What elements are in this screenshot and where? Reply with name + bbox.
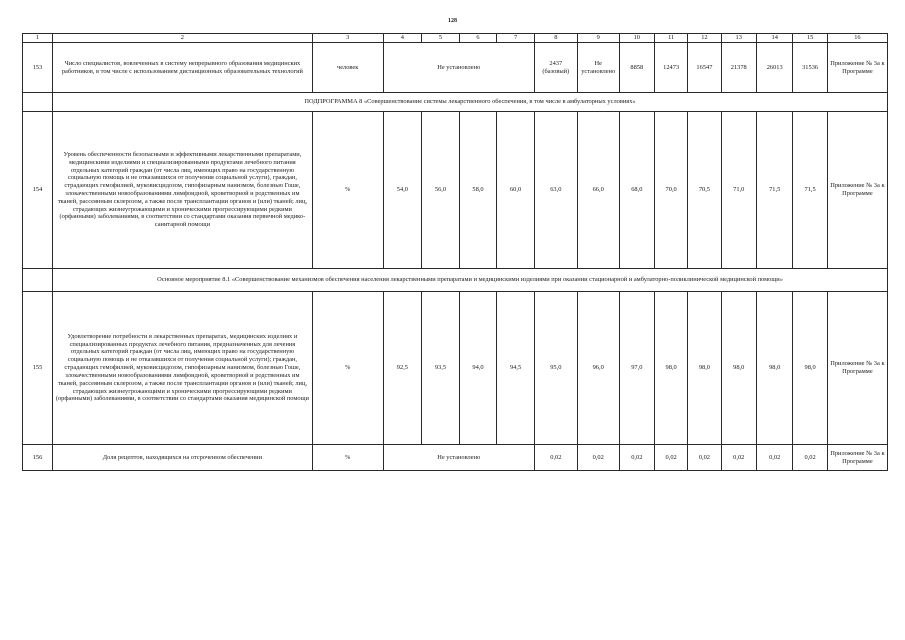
main-event-title: Основное мероприятие 8.1 «Совершенствование механизмов обеспечения населения лекарственными препаратами и медицинскими изделиями при оказании стационарной и амбулаторно-поликлинической медицинской помощи»	[53, 269, 888, 292]
value-cell: 21378	[721, 43, 756, 93]
value-cell: 66,0	[577, 112, 619, 269]
col-header: 3	[312, 34, 383, 43]
reference-cell: Приложение № 3а к Программе	[827, 43, 887, 93]
table-row	[23, 43, 888, 93]
value-cell: 71,0	[721, 112, 756, 269]
row-number: 154	[23, 112, 53, 269]
unit-cell: %	[312, 292, 383, 445]
value-cell: 98,0	[688, 292, 721, 445]
table-row	[23, 292, 888, 445]
value-cell: 31536	[793, 43, 827, 93]
value-cell: 0,02	[577, 445, 619, 471]
row-number: 153	[23, 43, 53, 93]
value-cell: 63,0	[534, 112, 577, 269]
value-cell: 68,0	[619, 112, 654, 269]
value-cell: 92,5	[383, 292, 422, 445]
value-cell: 70,0	[655, 112, 688, 269]
value-cell: 0,02	[756, 445, 792, 471]
reference-cell: Приложение № 3а к Программе	[827, 292, 887, 445]
col-header: 6	[459, 34, 497, 43]
value-cell: 93,5	[422, 292, 460, 445]
value-cell: 98,0	[793, 292, 827, 445]
value-cell: 0,02	[793, 445, 827, 471]
value-cell: 71,5	[793, 112, 827, 269]
value-cell: 94,0	[459, 292, 497, 445]
value-cell: 95,0	[534, 292, 577, 445]
merged-not-set-cell: Не установлено	[383, 43, 534, 93]
value-cell: 98,0	[721, 292, 756, 445]
col-header: 2	[53, 34, 313, 43]
main-event-row	[23, 269, 888, 292]
merged-not-set-cell: Не установлено	[383, 445, 534, 471]
empty-cell	[23, 93, 53, 112]
value-cell: 70,5	[688, 112, 721, 269]
indicator-name: Удовлетворение потребности в лекарственных препаратах, медицинских изделиях и специализированных продуктах лечебного питания, предназначенных для лечения отдельных категорий граждан (от числа лиц, имеющих право на государственную социальную помощь и не отказавшихся от получения социальной услуги); граждан, страдающих гемофилией, муковисцидозом, гипофизарным нанизмом, болезнью Гоше, злокачественными новообразованиями лимфоидной, кроветворной и родственных им тканей, рассеянным склерозом, а также после трансплантации органов и (или) тканей; лиц, страдающих жизнеугрожающими и хроническими прогрессирующими редкими (орфанными) заболеваниями, в соответствии со стандартами оказания медицинской помощи	[53, 292, 313, 445]
unit-cell: %	[312, 112, 383, 269]
col-header: 7	[497, 34, 535, 43]
indicators-table	[22, 33, 888, 471]
empty-cell	[23, 269, 53, 292]
col-header: 15	[793, 34, 827, 43]
col-header: 16	[827, 34, 887, 43]
value-cell: 56,0	[422, 112, 460, 269]
value-cell: 54,0	[383, 112, 422, 269]
col-header: 4	[383, 34, 422, 43]
table-row	[23, 445, 888, 471]
value-cell: 0,02	[688, 445, 721, 471]
value-cell: 98,0	[655, 292, 688, 445]
row-number: 156	[23, 445, 53, 471]
value-cell: 94,5	[497, 292, 535, 445]
col-header: 10	[619, 34, 654, 43]
column-numbers-row	[23, 34, 888, 43]
col-header: 14	[756, 34, 792, 43]
unit-cell: человек	[312, 43, 383, 93]
indicator-name: Число специалистов, вовлеченных в систему непрерывного образования медицинских работников, в том числе с использованием дистанционных образовательных технологий	[53, 43, 313, 93]
col-header: 12	[688, 34, 721, 43]
value-cell: 0,02	[534, 445, 577, 471]
value-cell: 96,0	[577, 292, 619, 445]
value-cell: 8858	[619, 43, 654, 93]
value-cell: 60,0	[497, 112, 535, 269]
value-cell: 26013	[756, 43, 792, 93]
col-header: 1	[23, 34, 53, 43]
value-cell: 0,02	[721, 445, 756, 471]
indicator-name: Уровень обеспеченности безопасными и эффективными лекарственными препаратами, медицинскими изделиями и специализированными продуктами лечебного питания отдельных категорий граждан (от числа лиц, имеющих право на государственную социальную помощь и не отказавшихся от получения социальной услуги), граждан, страдающих гемофилией, муковисцидозом, гипофизарным нанизмом, болезнью Гоше, злокачественными новообразованиями лимфоидной, кроветворной и родственных им тканей, рассеянным склерозом, а также после трансплантации органов и (или) тканей; лиц, страдающих жизнеугрожающими и хроническими прогрессирующими редкими (орфанными) заболеваниями, в соответствии со стандартами оказания первичной медико-санитарной помощи	[53, 112, 313, 269]
row-number: 155	[23, 292, 53, 445]
col-header: 13	[721, 34, 756, 43]
value-cell: 0,02	[655, 445, 688, 471]
value-cell: 12473	[655, 43, 688, 93]
subprogram-title: ПОДПРОГРАММА 8 «Совершенствование системы лекарственного обеспечения, в том числе в амбулаторных условиях»	[53, 93, 888, 112]
indicator-name: Доля рецептов, находящихся на отсроченном обеспечении	[53, 445, 313, 471]
col-header: 11	[655, 34, 688, 43]
reference-cell: Приложение № 3а к Программе	[827, 112, 887, 269]
unit-cell: %	[312, 445, 383, 471]
value-cell: 71,5	[756, 112, 792, 269]
subprogram-row	[23, 93, 888, 112]
page-number: 128	[448, 18, 457, 24]
value-cell: 2437 (базовый)	[534, 43, 577, 93]
col-header: 9	[577, 34, 619, 43]
value-cell: 58,0	[459, 112, 497, 269]
reference-cell: Приложение № 3а к Программе	[827, 445, 887, 471]
value-cell: 97,0	[619, 292, 654, 445]
value-cell: 98,0	[756, 292, 792, 445]
col-header: 8	[534, 34, 577, 43]
table-row	[23, 112, 888, 269]
value-cell: 0,02	[619, 445, 654, 471]
value-cell: Не установлено	[577, 43, 619, 93]
value-cell: 16547	[688, 43, 721, 93]
col-header: 5	[422, 34, 460, 43]
